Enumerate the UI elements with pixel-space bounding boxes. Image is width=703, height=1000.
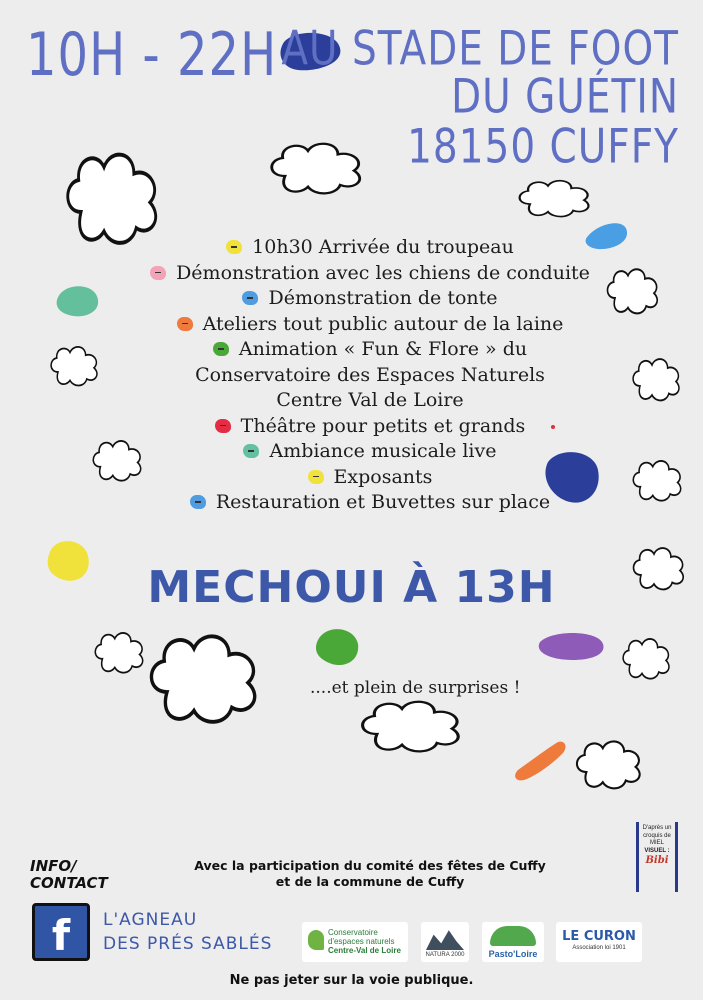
program-item: Animation « Fun & Flore » du Conservatoire des Espaces Naturels Centre Val de Loire	[195, 338, 545, 411]
footer-notice: Ne pas jeter sur la voie publique.	[229, 973, 474, 988]
landscape-icon	[426, 928, 464, 950]
program-item: Théâtre pour petits et grands	[100, 414, 640, 440]
blob-shape	[57, 286, 99, 316]
cloud-shape	[68, 155, 156, 243]
program-item: 10h30 Arrivée du troupeau	[100, 235, 640, 261]
venue-line-2: DU GUÉTIN	[451, 70, 679, 125]
info-contact-label: INFO/ CONTACT	[30, 857, 108, 892]
sheep-icon	[490, 926, 536, 946]
bullet-blob-icon	[150, 266, 166, 280]
cloud-shape	[95, 633, 142, 673]
bullet-blob-icon	[242, 291, 258, 305]
le-curon-logo: LE CURON Association loi 1901	[556, 922, 642, 962]
cloud-shape	[363, 702, 459, 752]
conservatoire-logo: Conservatoire d'espaces naturels Centre-Val de Loire	[302, 922, 408, 962]
event-hours: 10H - 22H	[26, 20, 278, 90]
blob-shape	[539, 633, 604, 660]
cloud-shape	[520, 181, 589, 217]
venue-line-3: 18150 CUFFY	[407, 120, 679, 175]
facebook-page-name[interactable]: L'AGNEAU DES PRÉS SABLÉS	[103, 910, 273, 954]
cloud-shape	[633, 461, 680, 501]
cloud-shape	[577, 742, 640, 789]
cloud-shape	[272, 144, 360, 194]
program-item: Démonstration avec les chiens de conduite	[100, 261, 640, 287]
bullet-blob-icon	[190, 495, 206, 509]
program-item: Démonstration de tonte	[100, 286, 640, 312]
highlight-title: MECHOUI À 13H	[147, 562, 556, 613]
bullet-blob-icon	[226, 240, 242, 254]
cloud-shape	[623, 639, 669, 679]
surprise-text: ....et plein de surprises !	[310, 678, 521, 698]
blob-shape	[316, 629, 358, 665]
partners-text: Avec la participation du comité des fêtes de Cuffy et de la commune de Cuffy	[194, 858, 546, 889]
facebook-icon[interactable]: f	[32, 903, 90, 961]
bullet-blob-icon	[215, 419, 231, 433]
program-item: Restauration et Buvettes sur place	[100, 490, 640, 516]
pasto-loire-logo: Pasto'Loire	[482, 922, 544, 962]
natura-2000-logo: NATURA 2000	[421, 922, 469, 962]
program-item: Ateliers tout public autour de la laine	[100, 312, 640, 338]
bullet-blob-icon	[213, 342, 229, 356]
bullet-blob-icon	[243, 444, 259, 458]
bullet-blob-icon	[177, 317, 193, 331]
cloud-shape	[151, 636, 254, 721]
program-list	[100, 235, 640, 516]
program-item: Ambiance musicale live	[100, 439, 640, 465]
program-item: Exposants	[100, 465, 640, 491]
bullet-blob-icon	[308, 470, 324, 484]
venue-line-1: AU STADE DE FOOT	[281, 22, 679, 77]
design-credit: D'après un croquis de MIEL VISUEL : Bibi	[636, 822, 678, 892]
cloud-shape	[51, 347, 97, 386]
blob-shape	[515, 742, 565, 781]
